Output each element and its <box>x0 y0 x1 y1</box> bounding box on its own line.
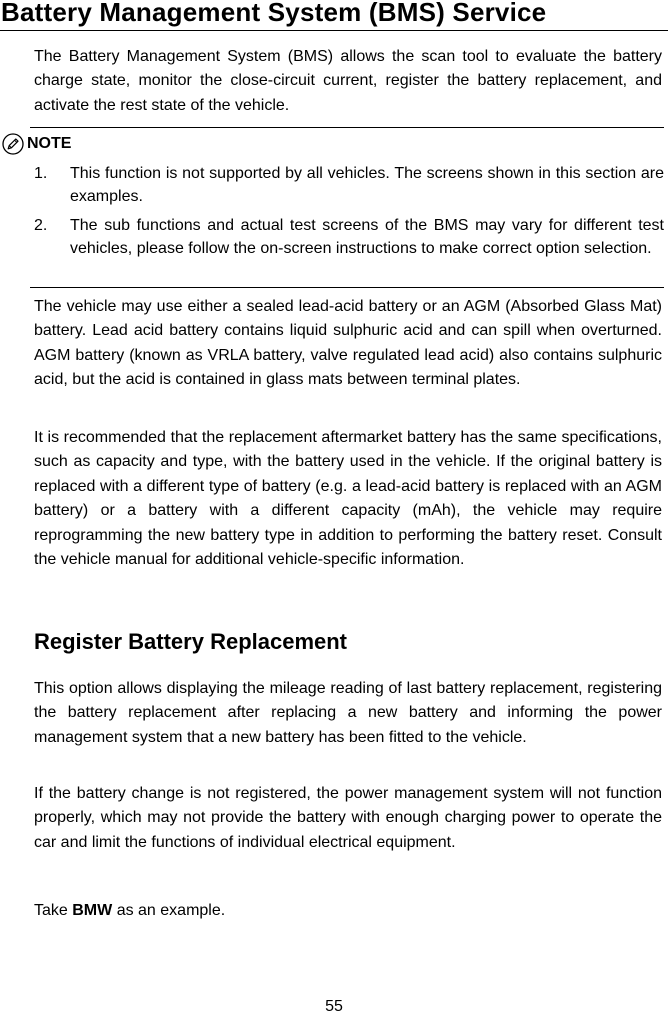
note-item-text: The sub functions and actual test screens of the BMS may vary for different test vehicles, please follow the on-screen instructions to make correct option selection. <box>70 217 664 257</box>
pencil-icon <box>2 133 24 155</box>
intro-paragraph: The Battery Management System (BMS) allows the scan tool to evaluate the battery charge state, monitor the close-circuit current, register the battery replacement, and activate the rest state of the vehicle. <box>34 48 662 114</box>
note-item-text: This function is not supported by all vehicles. The screens shown in this section are examples. <box>70 165 664 205</box>
note-item-number: 2. <box>34 217 48 234</box>
example-prefix: Take <box>34 902 68 919</box>
section-paragraph-warning: If the battery change is not registered, the power management system will not function properly, which may not provide the battery with enough charging power to operate the car and limit the functions of individual electrical equipment. <box>34 785 662 851</box>
body-paragraph-replacement: It is recommended that the replacement aftermarket battery has the same specifications, such as capacity and type, with the battery used in the vehicle. If the original battery is replaced with a different type of battery (e.g. a lead-acid battery is replaced with an AGM battery) or a battery with a different capacity (mAh), the vehicle may require reprogramming the new battery type in addition to performing the battery reset. Consult the vehicle manual for additional vehicle-specific information. <box>34 429 662 569</box>
note-top-divider <box>30 127 664 128</box>
example-suffix: as an example. <box>116 902 226 919</box>
page-title: Battery Management System (BMS) Service <box>1 0 547 27</box>
note-header <box>2 132 71 156</box>
page-number: 55 <box>325 998 343 1015</box>
title-divider <box>0 30 668 31</box>
section-paragraph-overview: This option allows displaying the mileage reading of last battery replacement, registering the battery replacement after replacing a new battery and informing the power management system that a new battery has been fitted to the vehicle. <box>34 680 662 746</box>
note-label: NOTE <box>27 135 72 152</box>
note-item <box>34 162 664 208</box>
note-item-number: 1. <box>34 165 48 182</box>
note-bottom-divider <box>30 287 664 288</box>
section-heading: Register Battery Replacement <box>34 629 348 654</box>
body-paragraph-battery-types: The vehicle may use either a sealed lead-acid battery or an AGM (Absorbed Glass Mat) battery. Lead acid battery contains liquid sulphuric acid and can spill when overturned. AGM battery (known as VRLA battery, valve regulated lead acid) also contains sulphuric acid, but the acid is contained in glass mats between terminal plates. <box>34 298 662 389</box>
example-line <box>34 899 662 923</box>
note-item <box>34 214 664 260</box>
example-brand: BMW <box>72 902 113 919</box>
